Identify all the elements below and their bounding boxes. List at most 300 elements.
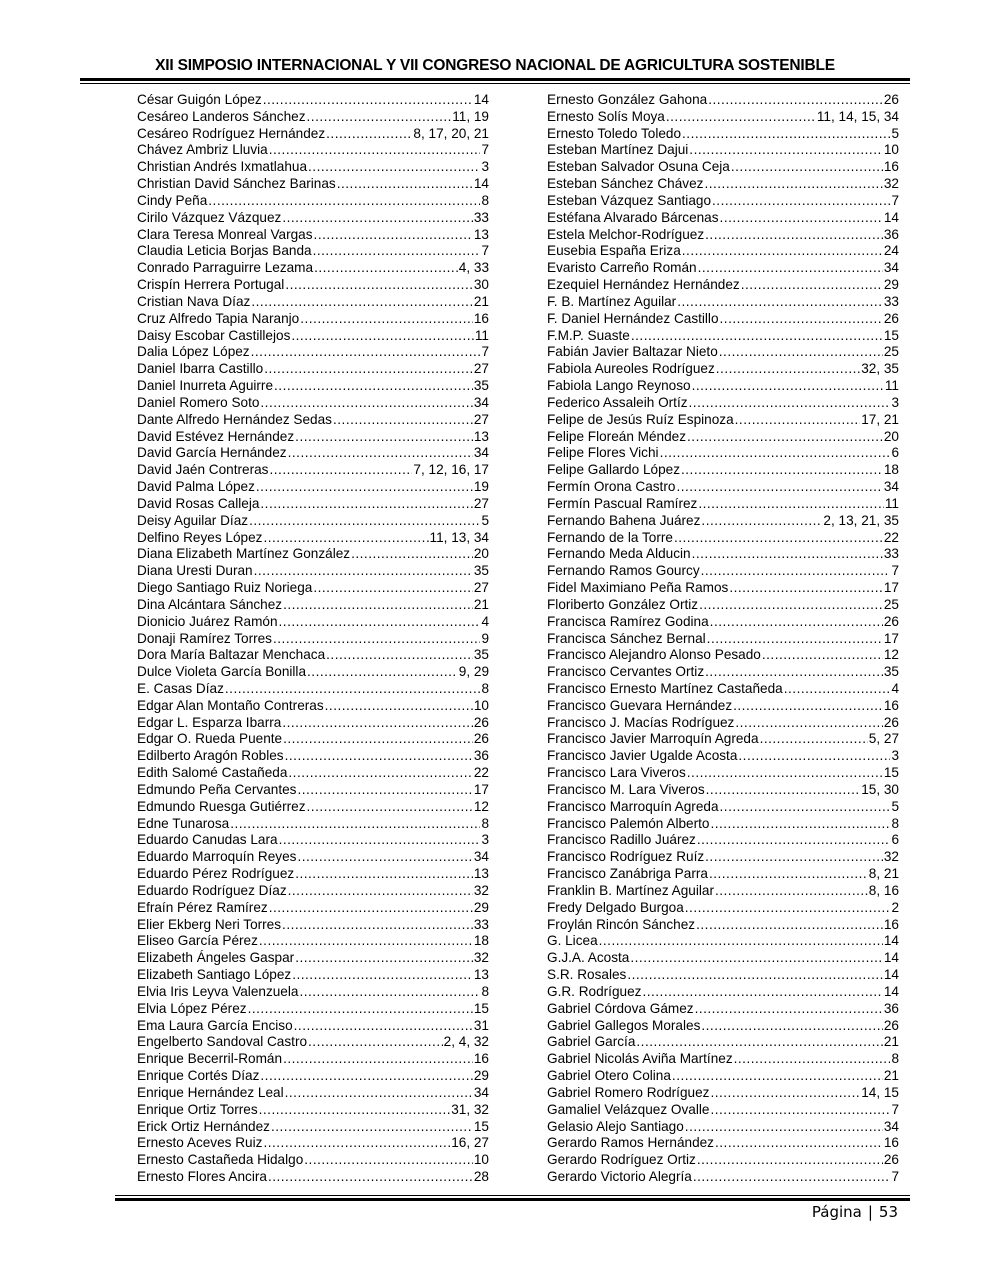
dot-leader	[351, 546, 473, 563]
index-entry	[137, 126, 489, 143]
dot-leader	[269, 462, 412, 479]
page-references: 20	[473, 546, 489, 562]
index-entry	[137, 1085, 489, 1102]
index-column-right	[547, 92, 899, 1186]
page-references: 26	[473, 714, 489, 730]
dot-leader	[337, 176, 473, 193]
page-references: 34	[473, 394, 489, 410]
index-entry	[547, 328, 899, 345]
author-name: Edgar Alan Montaño Contreras	[137, 697, 324, 713]
dot-leader	[685, 1119, 883, 1136]
dot-leader	[260, 1068, 472, 1085]
author-name: Edith Salomé Castañeda	[137, 765, 288, 781]
page-references: 21	[883, 1068, 899, 1084]
index-entry	[547, 866, 899, 883]
dot-leader	[706, 782, 861, 799]
author-name: Gelasio Alejo Santiago	[547, 1118, 684, 1134]
index-entry	[137, 917, 489, 934]
index-entry	[137, 1034, 489, 1051]
index-entry	[547, 984, 899, 1001]
index-entry	[137, 984, 489, 1001]
page-references: 17	[883, 580, 899, 596]
dot-leader	[704, 176, 882, 193]
page-references: 18	[473, 933, 489, 949]
footer-rule-thick	[115, 1198, 910, 1201]
author-name: Francisco Javier Ugalde Acosta	[547, 748, 738, 764]
author-name: Felipe de Jesús Ruíz Espinoza	[547, 411, 734, 427]
page-references: 27	[473, 411, 489, 427]
dot-leader	[307, 799, 473, 816]
author-name: Eliseo García Pérez	[137, 933, 258, 949]
index-entry	[547, 1051, 899, 1068]
index-entry	[547, 1119, 899, 1136]
index-entry	[547, 1001, 899, 1018]
dot-leader	[699, 597, 883, 614]
page-references: 28	[473, 1169, 489, 1184]
author-name: Esteban Vázquez Santiago	[547, 192, 712, 208]
dot-leader	[697, 1152, 883, 1169]
page-references: 32	[883, 849, 899, 865]
author-name: Erick Ortiz Hernández	[137, 1118, 270, 1134]
index-entry	[137, 92, 489, 109]
dot-leader	[225, 681, 481, 698]
index-entry	[137, 294, 489, 311]
page-references: 33	[883, 293, 899, 309]
author-name: G.J.A. Acosta	[547, 950, 630, 966]
page-references: 7	[891, 1169, 899, 1184]
author-name: Francisco Zanábriga Parra	[547, 866, 708, 882]
author-name: Elizabeth Ángeles Gaspar	[137, 950, 295, 966]
author-name: Francisca Ramírez Godina	[547, 613, 709, 629]
author-name: Francisco Marroquín Agreda	[547, 798, 719, 814]
page-references: 14	[473, 92, 489, 107]
page-references: 7	[891, 192, 899, 208]
page-references: 15	[473, 1118, 489, 1134]
author-name: Froylán Rincón Sánchez	[547, 916, 696, 932]
page-references: 12	[473, 798, 489, 814]
page-references: 22	[883, 529, 899, 545]
page-references: 15	[473, 1000, 489, 1016]
index-entry	[137, 210, 489, 227]
author-name: Federico Assaleih Ortíz	[547, 394, 688, 410]
author-name: Daniel Inurreta Aguirre	[137, 378, 274, 394]
author-name: Dalia López López	[137, 344, 250, 360]
index-entry	[547, 479, 899, 496]
index-entry	[137, 1152, 489, 1169]
dot-leader	[627, 967, 883, 984]
author-name: Ernesto Castañeda Hidalgo	[137, 1152, 304, 1168]
author-name: Dulce Violeta García Bonilla	[137, 664, 307, 680]
page-references: 14	[883, 933, 899, 949]
index-entry	[547, 142, 899, 159]
index-entry	[137, 496, 489, 513]
author-name: Donaji Ramírez Torres	[137, 630, 272, 646]
author-name: Gabriel Otero Colina	[547, 1068, 671, 1084]
author-name: Felipe Gallardo López	[547, 462, 680, 478]
page-references: 4, 33	[458, 260, 489, 276]
page-references: 7, 12, 16, 17	[413, 462, 489, 478]
author-name: Francisco Rodríguez Ruíz	[547, 849, 705, 865]
index-entry	[137, 950, 489, 967]
index-entry	[547, 513, 899, 530]
author-name: Engelberto Sandoval Castro	[137, 1034, 308, 1050]
author-name: Ernesto González Gahona	[547, 92, 708, 107]
author-name: Claudia Leticia Borjas Banda	[137, 243, 312, 259]
index-entry	[137, 378, 489, 395]
index-entry	[137, 361, 489, 378]
author-name: Gerardo Ramos Hernández	[547, 1135, 714, 1151]
dot-leader	[300, 311, 473, 328]
author-name: Deisy Aguilar Díaz	[137, 512, 249, 528]
index-entry	[547, 580, 899, 597]
index-entry	[137, 900, 489, 917]
author-name: Daniel Romero Soto	[137, 394, 260, 410]
page-references: 14	[473, 176, 489, 192]
index-entry	[137, 1135, 489, 1152]
dot-leader	[307, 109, 452, 126]
index-entry	[137, 799, 489, 816]
author-name: Cesáreo Rodríguez Hernández	[137, 125, 326, 141]
index-entry	[137, 597, 489, 614]
author-name: David Palma López	[137, 479, 255, 495]
dot-leader	[304, 1152, 473, 1169]
dot-leader	[729, 580, 883, 597]
page-references: 4	[891, 680, 899, 696]
author-name: Dora María Baltazar Menchaca	[137, 647, 326, 663]
dot-leader	[313, 580, 473, 597]
author-name: Estela Melchor-Rodríguez	[547, 226, 705, 242]
author-name: Ernesto Aceves Ruiz	[137, 1135, 263, 1151]
page-references: 7	[891, 1101, 899, 1117]
dot-leader	[288, 765, 472, 782]
page-references: 12	[883, 647, 899, 663]
index-entry	[547, 294, 899, 311]
dot-leader	[666, 109, 816, 126]
index-entry	[547, 664, 899, 681]
author-name: Fernando Ramos Gourcy	[547, 563, 700, 579]
page-references: 26	[883, 310, 899, 326]
index-entry	[137, 1018, 489, 1035]
page-references: 26	[883, 1152, 899, 1168]
index-entry	[137, 748, 489, 765]
page-references: 26	[883, 1017, 899, 1033]
author-name: Enrique Cortés Díaz	[137, 1068, 260, 1084]
dot-leader	[308, 159, 480, 176]
index-entry	[547, 1068, 899, 1085]
page-references: 11, 19	[452, 108, 489, 124]
dot-leader	[599, 933, 883, 950]
dot-leader	[689, 142, 883, 159]
author-name: Diego Santiago Ruiz Noriega	[137, 580, 313, 596]
dot-leader	[695, 1001, 883, 1018]
author-name: Fernando Bahena Juárez	[547, 512, 701, 528]
index-entry	[547, 412, 899, 429]
dot-leader	[682, 243, 883, 260]
page-references: 3	[481, 832, 489, 848]
dot-leader	[230, 816, 480, 833]
page-references: 7	[481, 344, 489, 360]
dot-leader	[269, 142, 481, 159]
dot-leader	[256, 479, 473, 496]
dot-leader	[326, 126, 412, 143]
page-references: 27	[473, 495, 489, 511]
author-name: Floriberto González Ortiz	[547, 596, 699, 612]
page-references: 14	[883, 950, 899, 966]
page-references: 13	[473, 866, 489, 882]
index-entry	[547, 1085, 899, 1102]
page-references: 20	[883, 428, 899, 444]
index-entry	[137, 647, 489, 664]
author-name: Elvia Iris Leyva Valenzuela	[137, 983, 299, 999]
author-name: Cirilo Vázquez Vázquez	[137, 209, 282, 225]
dot-leader	[333, 412, 473, 429]
index-entry	[137, 513, 489, 530]
index-entry	[137, 109, 489, 126]
author-name: Esteban Martínez Dajui	[547, 142, 689, 158]
dot-leader	[674, 530, 883, 547]
dot-leader	[248, 1001, 473, 1018]
index-entry	[547, 1034, 899, 1051]
author-name: Cristian Nava Díaz	[137, 293, 251, 309]
dot-leader	[762, 647, 883, 664]
index-entry	[547, 193, 899, 210]
page-references: 30	[473, 277, 489, 293]
index-entry	[547, 109, 899, 126]
index-entry	[547, 816, 899, 833]
author-name: Dina Alcántara Sánchez	[137, 596, 283, 612]
page-references: 11, 14, 15, 34	[816, 108, 899, 124]
page-references: 29	[883, 277, 899, 293]
page-footer	[812, 1203, 898, 1221]
index-entry	[137, 227, 489, 244]
author-name: Ernesto Flores Ancira	[137, 1169, 267, 1184]
index-entry	[547, 260, 899, 277]
dot-leader	[734, 1051, 891, 1068]
page-references: 14	[883, 967, 899, 983]
page-references: 31, 32	[451, 1101, 489, 1117]
page-number: 53	[878, 1203, 898, 1221]
page-references: 5	[481, 512, 489, 528]
author-name: F.M.P. Suaste	[547, 327, 630, 343]
author-name: Gabriel Romero Rodríguez	[547, 1084, 710, 1100]
dot-leader	[285, 1085, 473, 1102]
author-name: Edilberto Aragón Robles	[137, 748, 284, 764]
dot-leader	[697, 832, 891, 849]
author-name: Fabián Javier Baltazar Nieto	[547, 344, 718, 360]
index-entry	[547, 917, 899, 934]
page-references: 15	[883, 327, 899, 343]
page-references: 33	[473, 209, 489, 225]
author-name: Ezequiel Hernández Hernández	[547, 277, 740, 293]
page-references: 17, 21	[861, 411, 899, 427]
index-entry	[547, 715, 899, 732]
page-references: 25	[883, 344, 899, 360]
author-name: Francisco Guevara Hernández	[547, 697, 733, 713]
index-entry	[137, 159, 489, 176]
page-references: 5	[891, 125, 899, 141]
index-entry	[137, 614, 489, 631]
index-entry	[137, 1068, 489, 1085]
author-name: Cesáreo Landeros Sánchez	[137, 108, 306, 124]
author-name: Christian Andrés Ixmatlahua	[137, 159, 308, 175]
index-entry	[547, 210, 899, 227]
page-references: 16	[883, 159, 899, 175]
index-entry	[547, 344, 899, 361]
index-entry	[137, 530, 489, 547]
page-references: 32	[883, 176, 899, 192]
dot-leader	[709, 866, 868, 883]
index-entry	[137, 715, 489, 732]
page-references: 3	[891, 394, 899, 410]
index-entry	[137, 546, 489, 563]
author-name: Edgar L. Esparza Ibarra	[137, 714, 282, 730]
index-entry	[137, 698, 489, 715]
author-name: Gabriel Gallegos Morales	[547, 1017, 701, 1033]
dot-leader	[636, 1034, 882, 1051]
dot-leader	[630, 950, 883, 967]
dot-leader	[720, 210, 883, 227]
author-name: Francisco Alejandro Alonso Pesado	[547, 647, 761, 663]
page-references: 29	[473, 899, 489, 915]
index-entry	[547, 227, 899, 244]
page-references: 24	[883, 243, 899, 259]
index-entry	[137, 933, 489, 950]
index-entry	[547, 681, 899, 698]
index-entry	[547, 647, 899, 664]
dot-leader	[708, 92, 883, 109]
index-entry	[547, 883, 899, 900]
page-references: 15	[883, 765, 899, 781]
author-name: Felipe Flores Vichi	[547, 445, 659, 461]
index-entry	[137, 260, 489, 277]
author-name: Edmundo Ruesga Gutiérrez	[137, 798, 306, 814]
index-entry	[547, 1169, 899, 1186]
page-references: 25	[883, 596, 899, 612]
dot-leader	[685, 900, 891, 917]
page-references: 21	[473, 596, 489, 612]
author-name: Gamaliel Velázquez Ovalle	[547, 1101, 710, 1117]
page-references: 7	[481, 142, 489, 158]
author-name: Conrado Parraguirre Lezama	[137, 260, 314, 276]
dot-leader	[687, 765, 883, 782]
page-references: 8	[481, 983, 489, 999]
author-name: Francisco Radillo Juárez	[547, 832, 696, 848]
author-name: Francisco J. Macías Rodríguez	[547, 714, 735, 730]
page-references: 26	[883, 613, 899, 629]
index-entry	[137, 412, 489, 429]
dot-leader	[282, 917, 473, 934]
page-references: 11	[884, 378, 899, 394]
dot-leader	[308, 1034, 443, 1051]
dot-leader	[295, 950, 473, 967]
author-name: Evaristo Carreño Román	[547, 260, 697, 276]
dot-leader	[733, 698, 883, 715]
dot-leader	[705, 227, 883, 244]
page-references: 26	[473, 731, 489, 747]
page-references: 8	[481, 680, 489, 696]
author-name: Francisco Javier Marroquín Agreda	[547, 731, 759, 747]
dot-leader	[692, 546, 883, 563]
page-references: 32, 35	[861, 361, 899, 377]
dot-leader	[705, 849, 883, 866]
index-column-left	[137, 92, 489, 1186]
page-references: 9	[481, 630, 489, 646]
author-name: Estéfana Alvarado Bárcenas	[547, 209, 719, 225]
dot-leader	[325, 698, 473, 715]
index-entry	[137, 142, 489, 159]
dot-leader	[249, 513, 480, 530]
dot-leader	[260, 395, 472, 412]
index-entry	[137, 866, 489, 883]
author-name: Diana Elizabeth Martínez González	[137, 546, 351, 562]
dot-leader	[731, 159, 883, 176]
author-name: Fidel Maximiano Peña Ramos	[547, 580, 729, 596]
page-references: 8, 17, 20, 21	[413, 125, 489, 141]
page-references: 2, 4, 32	[443, 1034, 489, 1050]
dot-leader	[716, 361, 860, 378]
dot-leader	[259, 1102, 451, 1119]
dot-leader	[251, 344, 481, 361]
index-entry	[547, 832, 899, 849]
index-entry	[547, 126, 899, 143]
author-name: Felipe Floreán Méndez	[547, 428, 687, 444]
dot-leader	[660, 445, 891, 462]
author-name: Crispín Herrera Portugal	[137, 277, 285, 293]
page-references: 7	[481, 243, 489, 259]
index-entry	[137, 563, 489, 580]
index-entry	[547, 799, 899, 816]
page-header-title: XII SIMPOSIO INTERNACIONAL Y VII CONGRESO NACIONAL DE AGRICULTURA SOSTENIBLE	[155, 57, 835, 74]
index-entry	[547, 1018, 899, 1035]
index-entry	[137, 243, 489, 260]
dot-leader	[693, 1169, 891, 1186]
index-entry	[547, 277, 899, 294]
dot-leader	[294, 1018, 473, 1035]
author-name: Fredy Delgado Burgoa	[547, 899, 684, 915]
index-entry	[547, 563, 899, 580]
page-references: 34	[473, 445, 489, 461]
page-label: Página	[811, 1203, 862, 1221]
author-name: E. Casas Díaz	[137, 680, 224, 696]
page-references: 32	[473, 882, 489, 898]
page-references: 8, 16	[868, 882, 899, 898]
page-references: 5	[891, 798, 899, 814]
index-entry	[137, 193, 489, 210]
dot-leader	[701, 563, 891, 580]
dot-leader	[698, 496, 884, 513]
index-entry	[137, 311, 489, 328]
dot-leader	[710, 816, 890, 833]
dot-leader	[299, 984, 480, 1001]
dot-leader	[282, 715, 473, 732]
page-references: 8	[891, 815, 899, 831]
page-references: 36	[883, 1000, 899, 1016]
author-name: Francisco Lara Viveros	[547, 765, 686, 781]
index-entry	[547, 597, 899, 614]
page-references: 14	[883, 209, 899, 225]
page-references: 14, 15	[861, 1084, 899, 1100]
index-entry	[137, 967, 489, 984]
author-name: Enrique Hernández Leal	[137, 1084, 284, 1100]
index-entry	[137, 681, 489, 698]
author-name: Dante Alfredo Hernández Sedas	[137, 411, 332, 427]
page-references: 6	[891, 832, 899, 848]
author-name: Fermín Orona Castro	[547, 479, 676, 495]
dot-leader	[291, 328, 474, 345]
page-references: 29	[473, 1068, 489, 1084]
dot-leader	[260, 496, 472, 513]
author-name: David Jaén Contreras	[137, 462, 269, 478]
